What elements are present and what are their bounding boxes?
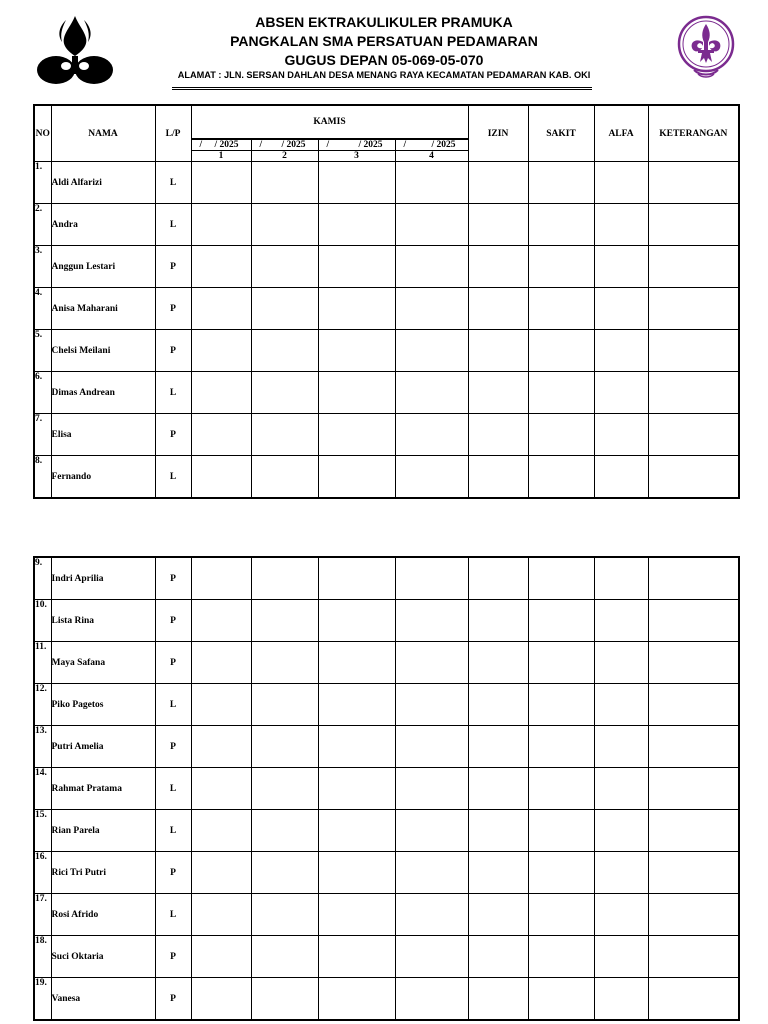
attendance-cell-2 <box>251 810 318 852</box>
tunas-kelapa-logo-icon <box>36 12 114 86</box>
row-number: 11. <box>34 642 51 684</box>
attendance-cell-4 <box>395 642 468 684</box>
table-row <box>34 936 739 978</box>
sakit-cell <box>528 600 594 642</box>
gender-cell: L <box>155 684 191 726</box>
address-line: ALAMAT : JLN. SERSAN DAHLAN DESA MENANG RAYA KECAMATAN PEDAMARAN KAB. OKI <box>177 70 591 80</box>
alfa-cell <box>594 936 648 978</box>
izin-cell <box>468 600 528 642</box>
date-year: / 2025 <box>431 140 456 150</box>
gender-cell: P <box>155 288 191 330</box>
column-header-day: KAMIS <box>191 105 468 139</box>
izin-cell <box>468 162 528 204</box>
table-row <box>34 557 739 600</box>
row-number: 16. <box>34 852 51 894</box>
row-number: 7. <box>34 414 51 456</box>
table-row <box>34 810 739 852</box>
attendance-cell-1 <box>191 810 251 852</box>
sakit-cell <box>528 414 594 456</box>
attendance-cell-3 <box>318 162 395 204</box>
table-header-row <box>34 105 739 139</box>
attendance-cell-4 <box>395 456 468 499</box>
izin-cell <box>468 936 528 978</box>
title-line-3: GUGUS DEPAN 05-069-05-070 <box>284 52 484 68</box>
attendance-table <box>33 104 740 499</box>
alfa-cell <box>594 288 648 330</box>
attendance-cell-2 <box>251 684 318 726</box>
sakit-cell <box>528 852 594 894</box>
izin-cell <box>468 557 528 600</box>
keterangan-cell <box>648 810 739 852</box>
student-name: Vanesa <box>51 978 155 1021</box>
attendance-cell-1 <box>191 162 251 204</box>
sakit-cell <box>528 936 594 978</box>
attendance-cell-2 <box>251 204 318 246</box>
student-name: Anggun Lestari <box>51 246 155 288</box>
alfa-cell <box>594 726 648 768</box>
meeting-number: 1 <box>191 151 251 162</box>
gender-cell: L <box>155 768 191 810</box>
keterangan-cell <box>648 557 739 600</box>
attendance-cell-3 <box>318 288 395 330</box>
date-cell <box>318 139 395 151</box>
alfa-cell <box>594 456 648 499</box>
keterangan-cell <box>648 288 739 330</box>
attendance-cell-3 <box>318 726 395 768</box>
sakit-cell <box>528 684 594 726</box>
date-cell <box>191 139 251 151</box>
row-number: 3. <box>34 246 51 288</box>
title-line-1: ABSEN EKTRAKULIKULER PRAMUKA <box>255 14 513 30</box>
alfa-cell <box>594 246 648 288</box>
gender-cell: P <box>155 246 191 288</box>
row-number: 12. <box>34 684 51 726</box>
attendance-cell-2 <box>251 936 318 978</box>
table-row <box>34 372 739 414</box>
attendance-cell-2 <box>251 288 318 330</box>
row-number: 19. <box>34 978 51 1021</box>
table-row <box>34 456 739 499</box>
attendance-cell-2 <box>251 642 318 684</box>
table-row <box>34 246 739 288</box>
attendance-cell-1 <box>191 642 251 684</box>
table-row <box>34 978 739 1021</box>
meeting-number: 2 <box>251 151 318 162</box>
sakit-cell <box>528 642 594 684</box>
attendance-cell-1 <box>191 726 251 768</box>
title-line-2: PANGKALAN SMA PERSATUAN PEDAMARAN <box>230 33 538 49</box>
attendance-cell-4 <box>395 936 468 978</box>
gender-cell: P <box>155 600 191 642</box>
keterangan-cell <box>648 642 739 684</box>
sakit-cell <box>528 978 594 1021</box>
izin-cell <box>468 204 528 246</box>
izin-cell <box>468 684 528 726</box>
attendance-cell-3 <box>318 557 395 600</box>
attendance-cell-4 <box>395 330 468 372</box>
attendance-cell-2 <box>251 726 318 768</box>
student-name: Anisa Maharani <box>51 288 155 330</box>
attendance-cell-3 <box>318 642 395 684</box>
attendance-cell-4 <box>395 600 468 642</box>
row-number: 8. <box>34 456 51 499</box>
alfa-cell <box>594 330 648 372</box>
alfa-cell <box>594 204 648 246</box>
student-name: Fernando <box>51 456 155 499</box>
sakit-cell <box>528 288 594 330</box>
sakit-cell <box>528 372 594 414</box>
alfa-cell <box>594 810 648 852</box>
student-name: Aldi Alfarizi <box>51 162 155 204</box>
attendance-cell-2 <box>251 894 318 936</box>
scout-fleur-de-lis-logo-icon <box>676 12 736 82</box>
row-number: 9. <box>34 557 51 600</box>
keterangan-cell <box>648 162 739 204</box>
attendance-cell-4 <box>395 852 468 894</box>
table-row <box>34 642 739 684</box>
table-row <box>34 768 739 810</box>
row-number: 6. <box>34 372 51 414</box>
gender-cell: L <box>155 372 191 414</box>
attendance-cell-3 <box>318 978 395 1021</box>
attendance-cell-1 <box>191 288 251 330</box>
attendance-cell-1 <box>191 894 251 936</box>
izin-cell <box>468 852 528 894</box>
keterangan-cell <box>648 726 739 768</box>
izin-cell <box>468 726 528 768</box>
attendance-cell-2 <box>251 162 318 204</box>
attendance-cell-2 <box>251 456 318 499</box>
attendance-cell-4 <box>395 768 468 810</box>
keterangan-cell <box>648 936 739 978</box>
student-name: Rahmat Pratama <box>51 768 155 810</box>
attendance-cell-1 <box>191 936 251 978</box>
row-number: 4. <box>34 288 51 330</box>
izin-cell <box>468 288 528 330</box>
student-name: Putri Amelia <box>51 726 155 768</box>
date-cell <box>251 139 318 151</box>
gender-cell: P <box>155 414 191 456</box>
attendance-cell-1 <box>191 557 251 600</box>
attendance-cell-2 <box>251 330 318 372</box>
alfa-cell <box>594 162 648 204</box>
gender-cell: L <box>155 162 191 204</box>
alfa-cell <box>594 894 648 936</box>
attendance-cell-3 <box>318 684 395 726</box>
student-name: Rici Tri Putri <box>51 852 155 894</box>
student-name: Lista Rina <box>51 600 155 642</box>
attendance-cell-2 <box>251 246 318 288</box>
student-name: Chelsi Meilani <box>51 330 155 372</box>
sakit-cell <box>528 894 594 936</box>
attendance-cell-3 <box>318 852 395 894</box>
keterangan-cell <box>648 978 739 1021</box>
row-number: 10. <box>34 600 51 642</box>
date-cell <box>395 139 468 151</box>
column-header-keterangan: KETERANGAN <box>648 105 739 162</box>
table-row <box>34 894 739 936</box>
sakit-cell <box>528 204 594 246</box>
keterangan-cell <box>648 600 739 642</box>
date-slash: / <box>403 140 407 150</box>
sakit-cell <box>528 330 594 372</box>
attendance-cell-4 <box>395 162 468 204</box>
sakit-cell <box>528 810 594 852</box>
header-divider <box>172 89 592 90</box>
row-number: 15. <box>34 810 51 852</box>
izin-cell <box>468 330 528 372</box>
column-header-sakit: SAKIT <box>528 105 594 162</box>
attendance-cell-2 <box>251 852 318 894</box>
row-number: 18. <box>34 936 51 978</box>
attendance-cell-3 <box>318 600 395 642</box>
column-header-lp: L/P <box>155 105 191 162</box>
gender-cell: L <box>155 894 191 936</box>
keterangan-cell <box>648 246 739 288</box>
attendance-cell-4 <box>395 414 468 456</box>
gender-cell: P <box>155 852 191 894</box>
attendance-cell-3 <box>318 204 395 246</box>
sakit-cell <box>528 557 594 600</box>
gender-cell: P <box>155 726 191 768</box>
header-divider <box>172 87 592 88</box>
izin-cell <box>468 372 528 414</box>
table-row <box>34 852 739 894</box>
meeting-number: 4 <box>395 151 468 162</box>
sakit-cell <box>528 726 594 768</box>
student-name: Maya Safana <box>51 642 155 684</box>
attendance-cell-3 <box>318 246 395 288</box>
alfa-cell <box>594 642 648 684</box>
alfa-cell <box>594 600 648 642</box>
keterangan-cell <box>648 768 739 810</box>
izin-cell <box>468 246 528 288</box>
gender-cell: L <box>155 456 191 499</box>
alfa-cell <box>594 557 648 600</box>
izin-cell <box>468 810 528 852</box>
alfa-cell <box>594 978 648 1021</box>
table-row <box>34 162 739 204</box>
date-slash: / <box>259 140 263 150</box>
row-number: 14. <box>34 768 51 810</box>
student-name: Rosi Afrido <box>51 894 155 936</box>
row-number: 1. <box>34 162 51 204</box>
attendance-cell-1 <box>191 768 251 810</box>
meeting-number: 3 <box>318 151 395 162</box>
keterangan-cell <box>648 852 739 894</box>
alfa-cell <box>594 372 648 414</box>
student-name: Dimas Andrean <box>51 372 155 414</box>
table-row <box>34 204 739 246</box>
attendance-cell-1 <box>191 456 251 499</box>
alfa-cell <box>594 768 648 810</box>
attendance-cell-4 <box>395 978 468 1021</box>
attendance-cell-2 <box>251 414 318 456</box>
date-slash: / <box>326 140 330 150</box>
gender-cell: P <box>155 936 191 978</box>
student-name: Rian Parela <box>51 810 155 852</box>
keterangan-cell <box>648 684 739 726</box>
attendance-cell-3 <box>318 810 395 852</box>
table-row <box>34 600 739 642</box>
column-header-alfa: ALFA <box>594 105 648 162</box>
attendance-cell-4 <box>395 726 468 768</box>
gender-cell: L <box>155 810 191 852</box>
keterangan-cell <box>648 894 739 936</box>
izin-cell <box>468 894 528 936</box>
gender-cell: L <box>155 204 191 246</box>
gender-cell: P <box>155 978 191 1021</box>
gender-cell: P <box>155 557 191 600</box>
student-name: Suci Oktaria <box>51 936 155 978</box>
attendance-cell-4 <box>395 557 468 600</box>
alfa-cell <box>594 852 648 894</box>
attendance-cell-2 <box>251 978 318 1021</box>
attendance-cell-1 <box>191 204 251 246</box>
attendance-cell-2 <box>251 768 318 810</box>
column-header-no: NO <box>34 105 51 162</box>
alfa-cell <box>594 684 648 726</box>
attendance-cell-4 <box>395 684 468 726</box>
attendance-cell-4 <box>395 810 468 852</box>
row-number: 5. <box>34 330 51 372</box>
keterangan-cell <box>648 414 739 456</box>
attendance-cell-1 <box>191 684 251 726</box>
attendance-cell-1 <box>191 372 251 414</box>
date-slash: / <box>199 140 203 150</box>
sakit-cell <box>528 246 594 288</box>
row-number: 13. <box>34 726 51 768</box>
date-year: / 2025 <box>358 140 383 150</box>
column-header-nama: NAMA <box>51 105 155 162</box>
row-number: 2. <box>34 204 51 246</box>
date-year: / 2025 <box>214 140 239 150</box>
table-row <box>34 288 739 330</box>
izin-cell <box>468 768 528 810</box>
row-number: 17. <box>34 894 51 936</box>
sakit-cell <box>528 456 594 499</box>
izin-cell <box>468 414 528 456</box>
izin-cell <box>468 642 528 684</box>
attendance-cell-3 <box>318 894 395 936</box>
attendance-cell-1 <box>191 246 251 288</box>
attendance-cell-2 <box>251 557 318 600</box>
attendance-cell-2 <box>251 372 318 414</box>
attendance-cell-1 <box>191 600 251 642</box>
izin-cell <box>468 456 528 499</box>
attendance-cell-4 <box>395 372 468 414</box>
attendance-cell-3 <box>318 414 395 456</box>
attendance-cell-1 <box>191 852 251 894</box>
attendance-cell-4 <box>395 894 468 936</box>
gender-cell: P <box>155 330 191 372</box>
attendance-cell-4 <box>395 288 468 330</box>
student-name: Indri Aprilia <box>51 557 155 600</box>
student-name: Andra <box>51 204 155 246</box>
column-header-izin: IZIN <box>468 105 528 162</box>
attendance-cell-4 <box>395 246 468 288</box>
gender-cell: P <box>155 642 191 684</box>
sakit-cell <box>528 162 594 204</box>
document-title-block <box>130 13 638 81</box>
keterangan-cell <box>648 372 739 414</box>
table-row <box>34 726 739 768</box>
attendance-table-continued <box>33 556 740 1021</box>
izin-cell <box>468 978 528 1021</box>
student-name: Piko Pagetos <box>51 684 155 726</box>
keterangan-cell <box>648 456 739 499</box>
attendance-cell-1 <box>191 330 251 372</box>
attendance-cell-3 <box>318 372 395 414</box>
attendance-cell-3 <box>318 456 395 499</box>
sakit-cell <box>528 768 594 810</box>
keterangan-cell <box>648 330 739 372</box>
table-row <box>34 330 739 372</box>
attendance-cell-1 <box>191 414 251 456</box>
table-row <box>34 684 739 726</box>
attendance-cell-2 <box>251 600 318 642</box>
attendance-cell-3 <box>318 768 395 810</box>
attendance-cell-4 <box>395 204 468 246</box>
student-name: Elisa <box>51 414 155 456</box>
attendance-cell-1 <box>191 978 251 1021</box>
attendance-cell-3 <box>318 936 395 978</box>
attendance-cell-3 <box>318 330 395 372</box>
alfa-cell <box>594 414 648 456</box>
date-year: / 2025 <box>281 140 306 150</box>
document-header <box>0 0 768 92</box>
keterangan-cell <box>648 204 739 246</box>
table-row <box>34 414 739 456</box>
